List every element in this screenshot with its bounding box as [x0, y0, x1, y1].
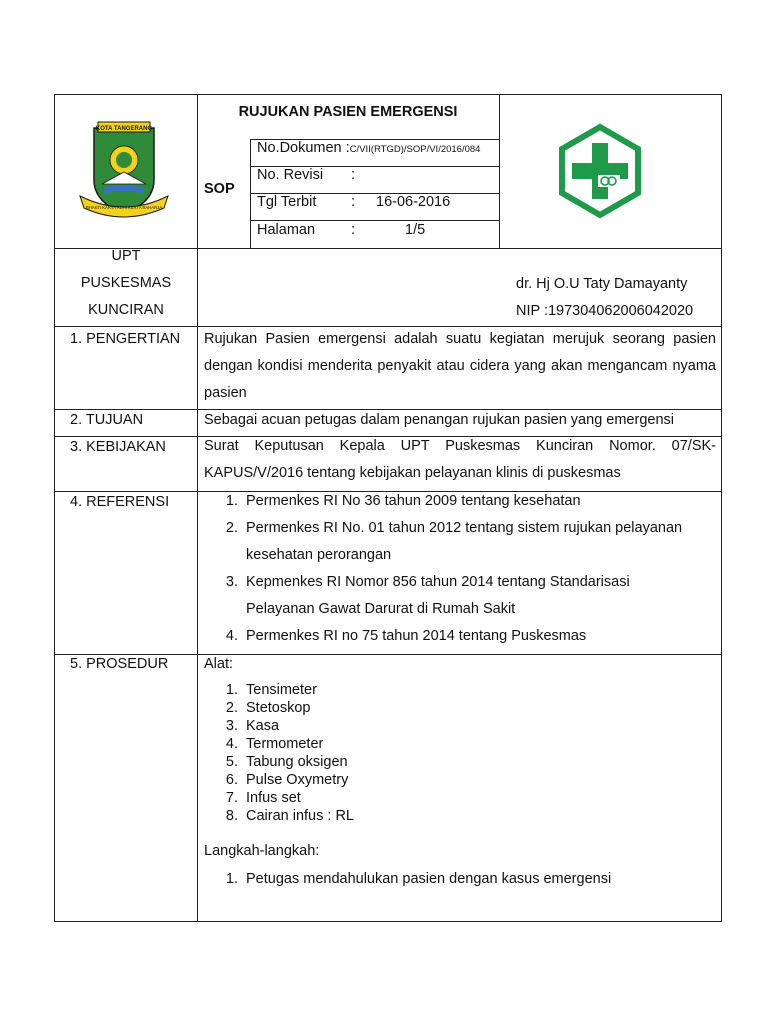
- prosedur-alat-label: Alat:: [204, 656, 234, 672]
- section-label-pengertian: 1. PENGERTIAN: [70, 331, 181, 347]
- org-name-block: [55, 243, 197, 324]
- list-item: 4. Termometer: [225, 736, 324, 752]
- section-label-prosedur: 5. PROSEDUR: [70, 656, 169, 672]
- list-item: 5. Tabung oksigen: [225, 754, 348, 770]
- doc-number-value: C/VII(RTGD)/SOP/VI/2016/084: [349, 144, 481, 155]
- org-line-kunciran: KUNCIRAN: [88, 302, 164, 318]
- list-item: 6. Pulse Oxymetry: [225, 772, 349, 788]
- list-item: 7. Infus set: [225, 790, 301, 806]
- org-line-puskesmas: PUSKESMAS: [80, 275, 172, 291]
- revision-label: No. Revisi: [257, 167, 324, 183]
- page-separator: :: [351, 222, 356, 238]
- signer-nip: NIP :197304062006042020: [516, 303, 694, 319]
- issue-date-label: Tgl Terbit: [257, 194, 317, 210]
- puskesmas-logo: [554, 121, 646, 221]
- list-item: 1. Petugas mendahulukan pasien dengan kasus emergensi: [225, 871, 612, 887]
- list-item: 1. Tensimeter: [225, 682, 317, 698]
- page-label: Halaman: [257, 222, 316, 238]
- section-label-referensi: 4. REFERENSI: [70, 494, 170, 510]
- list-item: 1. Permenkes RI No 36 tahun 2009 tentang kesehatan: [225, 493, 581, 509]
- section-text-pengertian: Rujukan Pasien emergensi adalah suatu kegiatan merujuk seorang pasien dengan kondisi menderita penyakit atau cidera yang akan mengancam nyama pasien: [204, 331, 716, 401]
- prosedur-langkah-label: Langkah-langkah:: [204, 843, 320, 859]
- referensi-list: [214, 488, 714, 650]
- svg-text:KOTA TANGERANG: KOTA TANGERANG: [95, 126, 153, 132]
- issue-date-value: 16-06-2016: [376, 194, 451, 210]
- doc-number-row: [257, 140, 499, 156]
- doc-number-label: No.Dokumen :: [257, 140, 350, 156]
- list-item: 8. Cairan infus : RL: [225, 808, 354, 824]
- revision-separator: :: [351, 167, 356, 183]
- list-item: 4. Permenkes RI no 75 tahun 2014 tentang Puskesmas: [225, 628, 587, 644]
- section-text-tujuan: Sebagai acuan petugas dalam penangan rujukan pasien yang emergensi: [204, 412, 674, 428]
- page-value: 1/5: [405, 222, 426, 238]
- list-item: 2. Permenkes RI No. 01 tahun 2012 tentang sistem rujukan pelayanan kesehatan perorangan: [225, 520, 683, 563]
- langkah-list: [214, 870, 704, 888]
- org-line-upt: UPT: [111, 248, 141, 264]
- list-item: 3. Kepmenkes RI Nomor 856 tahun 2014 tentang Standarisasi Pelayanan Gawat Darurat di Rumah Sakit: [225, 574, 630, 617]
- svg-text:BHAKTI KARYA ADHI KERTA RAHARJ: BHAKTI KARYA ADHI KERTA RAHARJA: [85, 205, 163, 210]
- sop-label: SOP: [204, 181, 235, 197]
- list-item: 2. Stetoskop: [225, 700, 311, 716]
- section-text-kebijakan: Surat Keputusan Kepala UPT Puskesmas Kunciran Nomor. 07/SK-KAPUS/V/2016 tentang kebijakan pelayanan klinis di puskesmas: [204, 438, 716, 481]
- section-label-tujuan: 2. TUJUAN: [70, 412, 144, 428]
- section-label-kebijakan: 3. KEBIJAKAN: [70, 439, 166, 455]
- document-title: RUJUKAN PASIEN EMERGENSI: [238, 104, 458, 120]
- signer-name: dr. Hj O.U Taty Damayanty: [516, 276, 688, 292]
- issue-date-separator: :: [351, 194, 356, 210]
- list-item: 3. Kasa: [225, 718, 280, 734]
- alat-list: [214, 681, 704, 825]
- kota-tangerang-logo: [76, 118, 172, 222]
